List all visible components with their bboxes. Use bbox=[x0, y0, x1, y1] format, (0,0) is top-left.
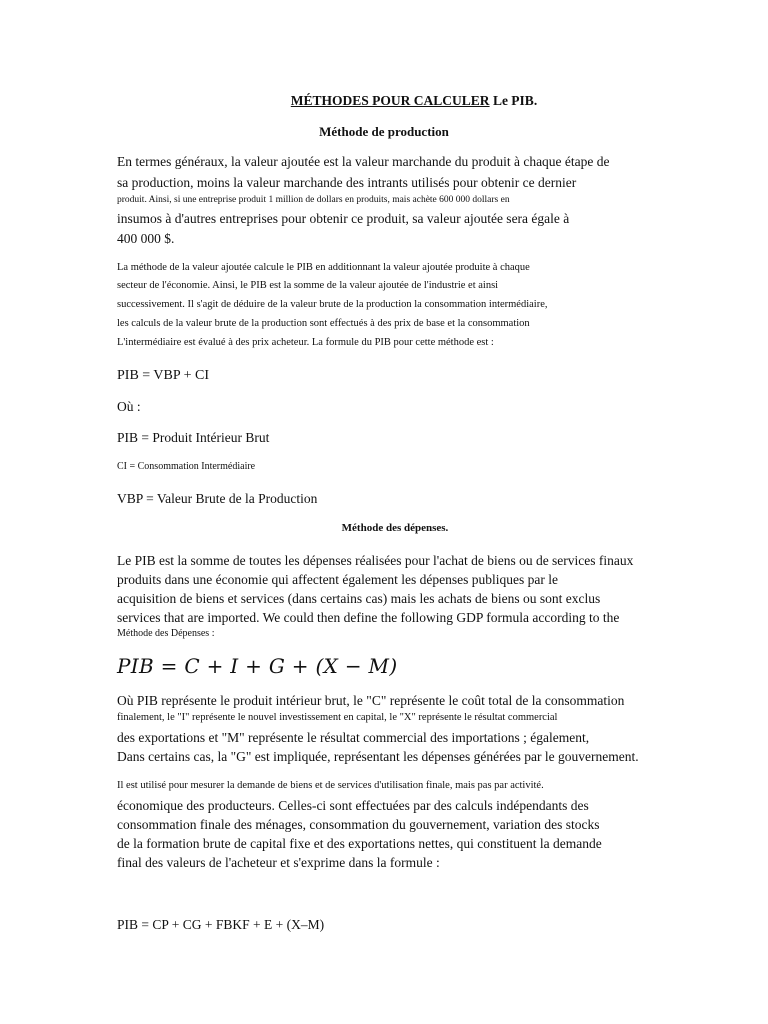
paragraph-line: L'intermédiaire est évalué à des prix acheteur. La formule du PIB pour cette méthode est : bbox=[117, 337, 494, 348]
section-title-production: Méthode de production bbox=[319, 124, 449, 139]
paragraph-line: final des valeurs de l'acheteur et s'exprime dans la formule : bbox=[117, 855, 440, 870]
paragraph-line: 400 000 $. bbox=[117, 231, 175, 246]
paragraph-line: les calculs de la valeur brute de la production sont effectués à des prix de base et la consommation bbox=[117, 318, 530, 329]
paragraph-line: services that are imported. We could then define the following GDP formula according to the bbox=[117, 610, 620, 625]
paragraph-line: des exportations et "M" représente le résultat commercial des importations ; également, bbox=[117, 730, 590, 745]
formula-vbp: PIB = VBP + CI bbox=[117, 368, 210, 383]
paragraph-line: Où PIB représente le produit intérieur brut, le "C" représente le coût total de la consommation bbox=[117, 693, 625, 708]
title-rest: Le PIB. bbox=[489, 93, 538, 108]
paragraph-line: successivement. Il s'agit de déduire de la valeur brute de la production la consommation intermédiaire, bbox=[117, 299, 548, 310]
definition-ci: CI = Consommation Intermédiaire bbox=[117, 461, 256, 472]
paragraph-line: sa production, moins la valeur marchande des intrants utilisés pour obtenir ce dernier bbox=[117, 175, 577, 190]
paragraph-line: Il est utilisé pour mesurer la demande de biens et de services d'utilisation finale, mais pas par activité. bbox=[117, 780, 544, 791]
paragraph-line: secteur de l'économie. Ainsi, le PIB est la somme de la valeur ajoutée de l'industrie et ainsi bbox=[117, 280, 499, 291]
definition-pib: PIB = Produit Intérieur Brut bbox=[117, 430, 270, 445]
page-title bbox=[0, 94, 768, 108]
title-underlined: MÉTHODES POUR CALCULER bbox=[290, 93, 490, 108]
paragraph-line: de la formation brute de capital fixe et des exportations nettes, qui constituent la demande bbox=[117, 836, 602, 851]
paragraph-line: économique des producteurs. Celles-ci sont effectuées par des calculs indépendants des bbox=[117, 798, 589, 813]
section-title-depenses: Méthode des dépenses. bbox=[341, 522, 449, 534]
paragraph-line: Le PIB est la somme de toutes les dépenses réalisées pour l'achat de biens ou de services finaux bbox=[117, 553, 634, 568]
paragraph-line: Dans certains cas, la "G" est impliquée, représentant les dépenses générées par le gouvernement. bbox=[117, 749, 639, 764]
paragraph-line: En termes généraux, la valeur ajoutée est la valeur marchande du produit à chaque étape de bbox=[117, 154, 610, 169]
paragraph-line: consommation finale des ménages, consommation du gouvernement, variation des stocks bbox=[117, 817, 600, 832]
formula-final: PIB = CP + CG + FBKF + E + (X–M) bbox=[117, 917, 325, 932]
paragraph-line: acquisition de biens et services (dans certains cas) mais les achats de biens ou sont exclus bbox=[117, 591, 601, 606]
paragraph-line: Méthode des Dépenses : bbox=[117, 628, 215, 639]
formula-gdp: PIB = C + I + G + (X − M) bbox=[117, 654, 398, 678]
label-ou: Où : bbox=[117, 399, 141, 414]
definition-vbp: VBP = Valeur Brute de la Production bbox=[117, 491, 318, 506]
paragraph-line: insumos à d'autres entreprises pour obtenir ce produit, sa valeur ajoutée sera égale à bbox=[117, 211, 570, 226]
paragraph-line: finalement, le "I" représente le nouvel investissement en capital, le "X" représente le résultat commercial bbox=[117, 712, 558, 723]
paragraph-line: produits dans une économie qui affectent également les dépenses publiques par le bbox=[117, 572, 558, 587]
paragraph-line: produit. Ainsi, si une entreprise produit 1 million de dollars en produits, mais achète 600 000 dollars en bbox=[117, 195, 510, 205]
paragraph-line: La méthode de la valeur ajoutée calcule le PIB en additionnant la valeur ajoutée produite à chaque bbox=[117, 262, 530, 273]
